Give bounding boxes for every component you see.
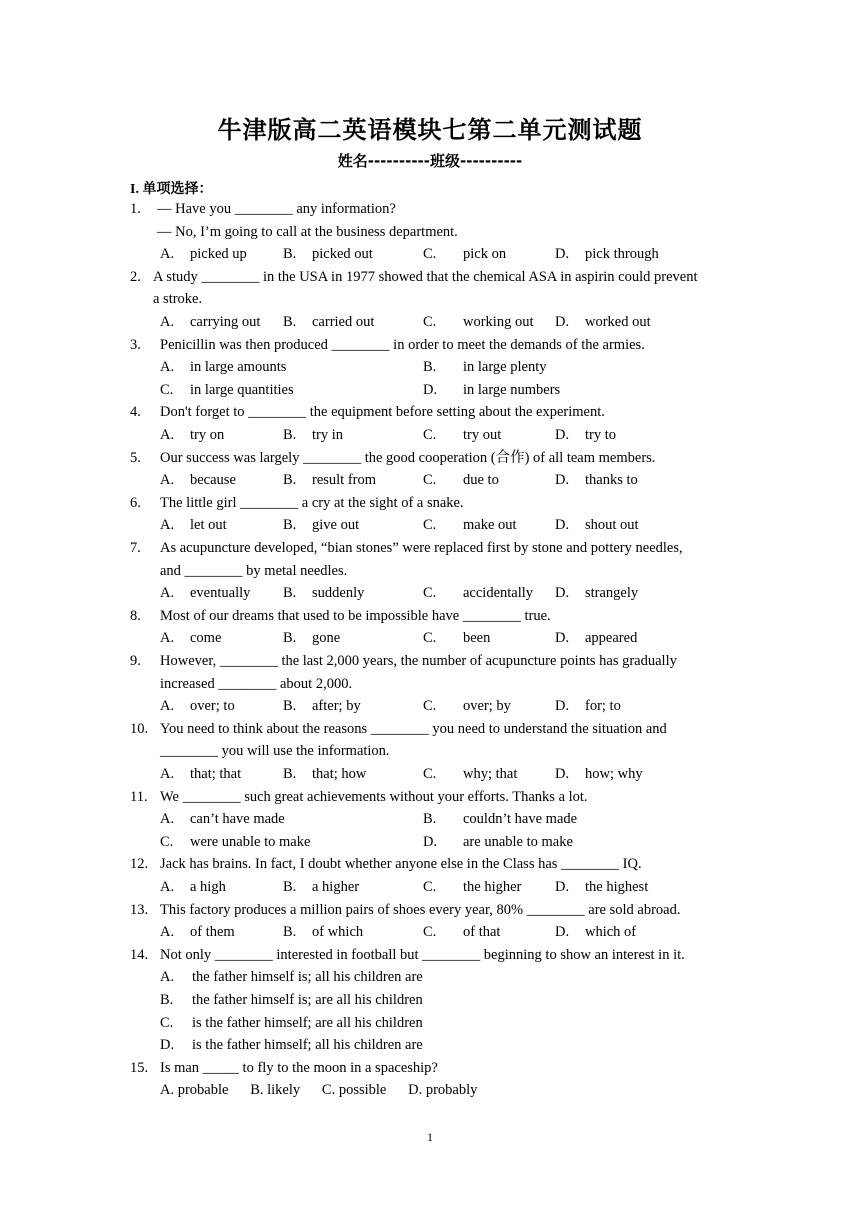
option-text: worked out	[585, 314, 651, 330]
option-text: which of	[585, 924, 637, 941]
option-letter: C.	[160, 833, 174, 850]
name-class-line: 姓名----------班级----------	[337, 152, 523, 170]
option-text: is the father himself; all his children are	[192, 1037, 423, 1054]
question-text: We ________ such great achievements without your efforts. Thanks a lot.	[160, 788, 588, 805]
option-text: carried out	[312, 314, 375, 330]
question-number: 11.	[130, 788, 148, 805]
option-text: why; that	[463, 766, 518, 782]
option-letter: A.	[160, 472, 175, 489]
option-text: can’t have made	[190, 811, 285, 828]
option-letter: A.	[160, 427, 175, 443]
option-letter: C.	[423, 698, 437, 715]
option-letter: D.	[555, 517, 570, 534]
option-letter: C.	[423, 924, 437, 941]
option-text: in large numbers	[463, 381, 561, 398]
option-letter: B.	[160, 992, 174, 1008]
option-text: couldn’t have made	[463, 811, 578, 828]
option-letter: C.	[423, 585, 437, 602]
question-number: 13.	[130, 901, 149, 918]
question-number: 15.	[130, 1059, 149, 1076]
option-letter: B.	[283, 314, 297, 330]
option-letter: A.	[160, 811, 175, 828]
option-letter: C.	[423, 427, 437, 443]
option-letter: D.	[555, 246, 570, 263]
question-text: This factory produces a million pairs of shoes every year, 80% ________ are sold abroad.	[160, 901, 681, 918]
question-text: — No, I’m going to call at the business department.	[157, 223, 458, 240]
option-letter: D.	[555, 924, 570, 941]
option-text: of which	[312, 924, 364, 941]
option-letter: B.	[283, 585, 297, 602]
option-letter: D.	[555, 314, 570, 330]
question-text: You need to think about the reasons ________ you need to understand the situation and	[160, 720, 667, 737]
option-letter: A.	[160, 314, 175, 330]
option-text: a high	[190, 879, 226, 895]
question-number: 6.	[130, 494, 141, 511]
option-text: how; why	[585, 766, 643, 782]
option-letter: B.	[423, 359, 437, 376]
question-number: 7.	[130, 540, 141, 556]
option-text: due to	[463, 472, 499, 489]
option-text: result from	[312, 472, 377, 489]
question-number: 5.	[130, 449, 141, 466]
option-text: were unable to make	[190, 833, 311, 850]
question-text: As acupuncture developed, “bian stones” were replaced first by stone and pottery needles,	[160, 540, 683, 556]
document-title: 牛津版高二英语模块七第二单元测试题	[217, 116, 643, 144]
section-heading: I. 单项选择：	[130, 182, 213, 197]
option-text: eventually	[190, 585, 251, 602]
option-text: is the father himself; are all his children	[192, 1014, 423, 1031]
option-letter: B.	[283, 630, 297, 647]
option-letter: A.	[160, 359, 175, 376]
option-text: that; that	[190, 766, 242, 782]
option-text: for; to	[585, 698, 621, 715]
option-letter: D.	[423, 833, 438, 850]
option-text: shout out	[585, 517, 639, 534]
option-text: the higher	[463, 879, 522, 895]
option-letter: C.	[423, 472, 437, 489]
option-text: pick through	[585, 246, 659, 263]
option-letter: A.	[160, 969, 175, 986]
option-text: picked up	[190, 246, 247, 263]
option-text: make out	[463, 517, 517, 534]
option-letter: A.	[160, 924, 175, 941]
question-text: Is man _____ to fly to the moon in a spaceship?	[160, 1059, 438, 1076]
option-letter: C.	[423, 766, 437, 782]
option-letter: A.	[160, 879, 175, 895]
option-text: working out	[463, 314, 534, 330]
option-text: gone	[312, 630, 341, 647]
question-text: The little girl ________ a cry at the sight of a snake.	[160, 494, 464, 511]
option-text: let out	[190, 517, 227, 534]
page-number: 1	[427, 1130, 433, 1144]
option-letter: B.	[283, 246, 297, 263]
option-letter: D.	[555, 630, 570, 647]
option-letter: C.	[160, 381, 174, 398]
question-text: Jack has brains. In fact, I doubt whether anyone else in the Class has ________ IQ.	[160, 856, 642, 873]
option-letter: C.	[423, 246, 437, 263]
option-letter: D.	[555, 427, 570, 443]
option-letter: C.	[423, 314, 437, 330]
option-text: a higher	[312, 879, 360, 895]
option-letter: B.	[283, 879, 297, 895]
question-number: 2.	[130, 268, 141, 285]
option-letter: B.	[283, 924, 297, 941]
option-text: been	[463, 630, 491, 647]
option-text: try out	[463, 427, 502, 443]
question-number: 4.	[130, 404, 141, 421]
option-text: in large amounts	[190, 359, 287, 376]
option-row: A. probable B. likely C. possible D. probably	[160, 1082, 478, 1099]
option-letter: A.	[160, 630, 175, 647]
question-text: ________ you will use the information.	[160, 743, 390, 760]
question-text: and ________ by metal needles.	[160, 562, 348, 579]
option-text: picked out	[312, 246, 373, 263]
option-text: because	[190, 472, 236, 489]
option-letter: C.	[423, 630, 437, 647]
option-text: suddenly	[312, 585, 365, 602]
question-text: Penicillin was then produced ________ in order to meet the demands of the armies.	[160, 336, 645, 353]
option-letter: B.	[283, 427, 297, 443]
option-letter: C.	[160, 1014, 174, 1031]
option-text: pick on	[463, 246, 507, 263]
option-text: come	[190, 630, 222, 647]
option-text: try to	[585, 427, 617, 443]
question-number: 8.	[130, 607, 141, 624]
option-letter: A.	[160, 517, 175, 534]
option-text: of them	[190, 924, 235, 941]
question-text: Most of our dreams that used to be impossible have ________ true.	[160, 607, 551, 624]
option-text: over; to	[190, 698, 235, 715]
option-letter: D.	[555, 879, 570, 895]
option-text: carrying out	[190, 314, 261, 330]
question-number: 14.	[130, 946, 149, 963]
option-letter: C.	[423, 517, 437, 534]
option-text: in large plenty	[463, 359, 547, 376]
option-text: strangely	[585, 585, 639, 602]
option-letter: A.	[160, 246, 175, 263]
option-text: give out	[312, 517, 360, 534]
option-text: that; how	[312, 766, 367, 782]
option-text: of that	[463, 924, 501, 941]
question-text: a stroke.	[153, 291, 203, 308]
option-text: after; by	[312, 698, 361, 715]
option-text: thanks to	[585, 472, 638, 489]
option-letter: D.	[423, 381, 438, 398]
question-text: However, ________ the last 2,000 years, the number of acupuncture points has gradually	[160, 653, 677, 669]
option-letter: A.	[160, 585, 175, 602]
option-letter: B.	[283, 698, 297, 715]
option-letter: B.	[423, 811, 437, 828]
question-text: Don't forget to ________ the equipment before setting about the experiment.	[160, 404, 605, 421]
option-letter: D.	[555, 698, 570, 715]
option-letter: D.	[555, 472, 570, 489]
option-text: in large quantities	[190, 381, 294, 398]
option-letter: B.	[283, 472, 297, 489]
question-number: 3.	[130, 336, 141, 353]
option-letter: D.	[160, 1037, 175, 1054]
option-letter: D.	[555, 585, 570, 602]
option-text: are unable to make	[463, 833, 573, 850]
option-letter: C.	[423, 879, 437, 895]
question-text: Our success was largely ________ the good cooperation (合作) of all team members.	[160, 449, 656, 466]
option-letter: B.	[283, 766, 297, 782]
option-text: appeared	[585, 630, 638, 647]
option-text: try in	[312, 427, 344, 443]
question-text: A study ________ in the USA in 1977 showed that the chemical ASA in aspirin could prevent	[153, 268, 698, 285]
option-text: the father himself is; are all his children	[192, 992, 423, 1008]
question-number: 12.	[130, 856, 149, 873]
option-text: accidentally	[463, 585, 534, 602]
question-text: Not only ________ interested in football but ________ beginning to show an interest in it.	[160, 946, 685, 963]
question-number: 9.	[130, 653, 141, 669]
option-letter: A.	[160, 766, 175, 782]
option-letter: A.	[160, 698, 175, 715]
option-letter: B.	[283, 517, 297, 534]
option-text: the father himself is; all his children are	[192, 969, 423, 986]
question-text: increased ________ about 2,000.	[160, 675, 353, 692]
option-letter: D.	[555, 766, 570, 782]
option-text: the highest	[585, 879, 649, 895]
option-text: try on	[190, 427, 225, 443]
option-text: over; by	[463, 698, 511, 715]
question-text: — Have you ________ any information?	[157, 201, 396, 217]
question-number: 10.	[130, 720, 149, 737]
question-number: 1.	[130, 201, 141, 217]
